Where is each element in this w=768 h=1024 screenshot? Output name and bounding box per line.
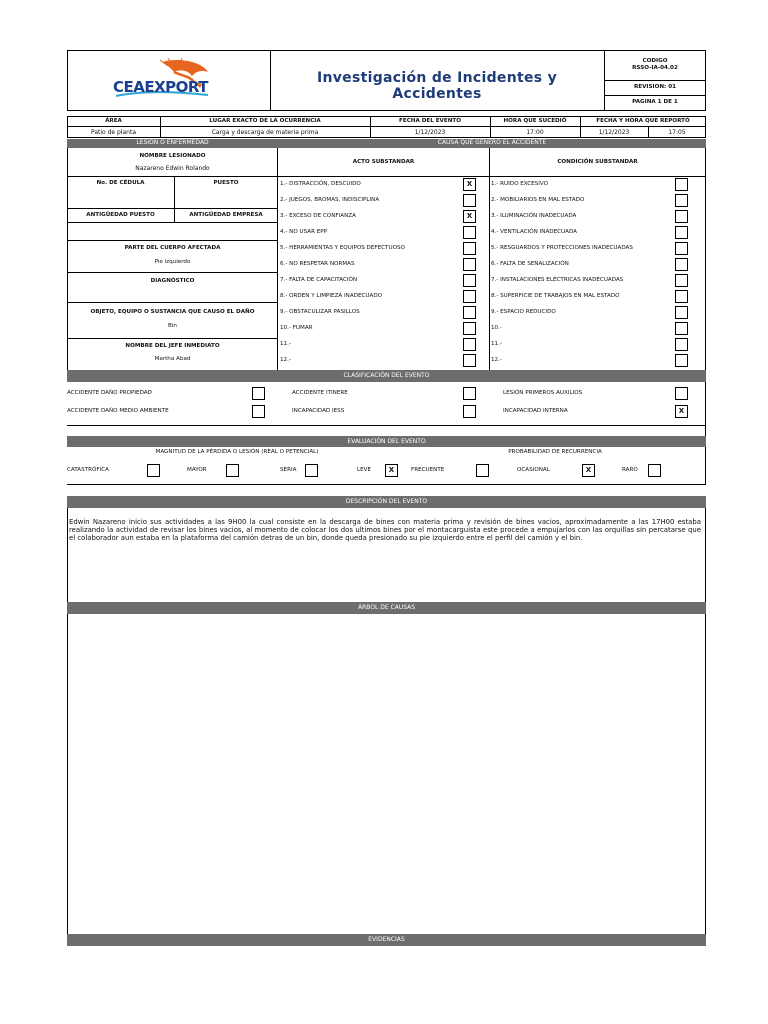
magnitud-checkbox[interactable] xyxy=(226,464,239,477)
condicion-item-label: 2.- MOBILIARIOS EN MAL ESTADO xyxy=(491,197,585,203)
revision-label: REVISION: 01 xyxy=(633,84,677,90)
magnitud-option-label: LEVE xyxy=(357,467,372,473)
clasificacion-checkbox[interactable] xyxy=(675,387,688,400)
acto-item-checkbox[interactable] xyxy=(463,194,476,207)
condicion-item-label: 6.- FALTA DE SEÑALIZACIÓN xyxy=(491,261,569,267)
magnitud-checkbox[interactable]: X xyxy=(385,464,398,477)
reporte-hora: 17:05 xyxy=(668,129,686,136)
reporte-fecha: 1/12/2023 xyxy=(598,129,630,136)
objeto-label: OBJETO, EQUIPO O SUSTANCIA QUE CAUSO EL DAÑO xyxy=(90,309,255,315)
acto-item-checkbox[interactable] xyxy=(463,226,476,239)
clasificacion-label: INCAPACIDAD INTERNA xyxy=(503,408,568,414)
condicion-item-label: 7.- INSTALACIONES ELÉCTRICAS INADECUADAS xyxy=(491,277,624,283)
acto-item-label: 4.- NO USAR EPP xyxy=(280,229,328,235)
lugar-label: LUGAR EXACTO DE LA OCURRENCIA xyxy=(209,118,321,124)
acto-item-label: 10.- FUMAR xyxy=(280,325,313,331)
probabilidad-option-label: OCASIONAL xyxy=(517,467,550,473)
condicion-item-checkbox[interactable] xyxy=(675,242,688,255)
condicion-item-checkbox[interactable] xyxy=(675,354,688,367)
condicion-item-checkbox[interactable] xyxy=(675,258,688,271)
acto-item-checkbox[interactable] xyxy=(463,322,476,335)
acto-item-checkbox[interactable] xyxy=(463,338,476,351)
clasificacion-checkbox[interactable] xyxy=(463,405,476,418)
condicion-item-checkbox[interactable] xyxy=(675,322,688,335)
puesto-label: PUESTO xyxy=(213,180,239,186)
acto-item-label: 2.- JUEGOS, BROMAS, INDISCIPLINA xyxy=(280,197,380,203)
jefe-value: Martha Abad xyxy=(154,356,191,362)
condicion-item-checkbox[interactable] xyxy=(675,306,688,319)
hora-value: 17:00 xyxy=(526,129,544,136)
acto-item-label: 9.- OBSTACULIZAR PASILLOS xyxy=(280,309,360,315)
descripcion-text: Edwin Nazareno inicio sus actividades a las 9H00 la cual consiste en la descarga de bines con materia prima y revisión de bines vacios, aproximadamente a las 17H00 estaba realizando la actividad de revisar los bines vacios, al momento de colocar los dos ultimos bines por el montacarguista este procede a empujarlos con las orquillas sin percatarse que el colaborador aun estaba en la plataforma del camión detras de un bin, donde queda presionado su pie izquierdo entre el perfil del camión y el bin. xyxy=(69,518,701,543)
reporte-label: FECHA Y HORA QUE REPORTÓ xyxy=(596,118,690,124)
condicion-item-checkbox[interactable] xyxy=(675,178,688,191)
cuerpo-afectado-value: Pie izquierdo xyxy=(154,259,191,265)
section-evidencias: EVIDENCIAS xyxy=(67,934,706,946)
area-label: ÁREA xyxy=(105,118,122,124)
clasificacion-label: ACCIDENTE DAÑO MEDIO AMBIENTE xyxy=(67,408,169,414)
probabilidad-option-label: FRECUENTE xyxy=(411,467,445,473)
hora-label: HORA QUE SUCEDIÓ xyxy=(503,118,567,124)
clasificacion-checkbox[interactable] xyxy=(252,405,265,418)
condicion-item-label: 3.- ILUMINACIÓN INADECUADA xyxy=(491,213,577,219)
condicion-item-label: 10.- xyxy=(491,325,502,331)
clasificacion-label: LESIÓN PRIMEROS AUXILIOS xyxy=(503,390,583,396)
condicion-item-label: 4.- VENTILACIÓN INADECUADA xyxy=(491,229,578,235)
acto-item-checkbox[interactable] xyxy=(463,354,476,367)
page-number: PAGINA 1 DE 1 xyxy=(632,99,678,105)
section-descripcion: DESCRIPCIÓN DEL EVENTO xyxy=(67,496,706,508)
condicion-item-checkbox[interactable] xyxy=(675,290,688,303)
magnitud-option-label: SERIA xyxy=(280,467,297,473)
probabilidad-checkbox[interactable] xyxy=(476,464,489,477)
condicion-item-label: 12.- xyxy=(491,357,502,363)
clasificacion-label: ACCIDENTE DAÑO PROPIEDAD xyxy=(67,390,152,396)
condicion-item-label: 8.- SUPERFICIE DE TRABAJOS EN MAL ESTADO xyxy=(491,293,620,299)
document-title: Investigación de Incidentes y Accidentes xyxy=(316,70,557,102)
acto-item-label: 12.- xyxy=(280,357,291,363)
nombre-lesionado-value: Nazareno Edwin Rolando xyxy=(135,165,210,172)
arbol-area xyxy=(67,614,706,934)
condicion-item-checkbox[interactable] xyxy=(675,210,688,223)
section-lesion: LESION O ENFERMEDAD xyxy=(67,139,278,148)
acto-title: ACTO SUBSTANDAR xyxy=(352,159,415,165)
section-evaluacion: EVALUACIÓN DEL EVENTO xyxy=(67,436,706,447)
cuerpo-afectado-label: PARTE DEL CUERPO AFECTADA xyxy=(124,245,221,251)
probabilidad-checkbox[interactable]: X xyxy=(582,464,595,477)
antiguedad-puesto-label: ANTIGÜEDAD PUESTO xyxy=(86,212,155,218)
magnitud-label: MAGNITUD DE LA PÉRDIDA O LESIÓN (REAL O PETENCIAL) xyxy=(155,449,319,455)
area-value: Patio de planta xyxy=(90,129,136,136)
condicion-item-checkbox[interactable] xyxy=(675,226,688,239)
probabilidad-label: PROBABILIDAD DE RECURRENCIA xyxy=(508,449,602,455)
acto-item-label: 5.- HERRAMIENTAS Y EQUIPOS DEFECTUOSO xyxy=(280,245,405,251)
logo-text: CEAEXPORT xyxy=(113,78,209,96)
condicion-item-checkbox[interactable] xyxy=(675,194,688,207)
fecha-label: FECHA DEL EVENTO xyxy=(399,118,461,124)
condicion-item-label: 11.- xyxy=(491,341,502,347)
magnitud-option-label: MAYOR xyxy=(187,467,207,473)
clasificacion-checkbox[interactable] xyxy=(252,387,265,400)
section-arbol: ÁRBOL DE CAUSAS xyxy=(67,602,706,614)
clasificacion-checkbox[interactable] xyxy=(463,387,476,400)
acto-item-label: 6.- NO RESPETAR NORMAS xyxy=(280,261,355,267)
codigo-label: CODIGO xyxy=(642,58,668,64)
condicion-item-checkbox[interactable] xyxy=(675,274,688,287)
company-logo xyxy=(110,58,220,100)
jefe-label: NOMBRE DEL JEFE INMEDIATO xyxy=(125,343,220,349)
acto-item-checkbox[interactable]: X xyxy=(463,178,476,191)
acto-item-checkbox[interactable] xyxy=(463,306,476,319)
section-causa: CAUSA QUE GENERO EL ACCIDENTE xyxy=(278,139,706,148)
acto-item-label: 11.- xyxy=(280,341,291,347)
acto-item-checkbox[interactable] xyxy=(463,290,476,303)
condicion-title: CONDICIÓN SUBSTANDAR xyxy=(557,159,638,165)
nombre-lesionado-label: NOMBRE LESIONADO xyxy=(139,153,206,159)
clasificacion-label: INCAPACIDAD IESS xyxy=(292,408,345,414)
cedula-label: No. DE CÉDULA xyxy=(96,180,145,186)
magnitud-option-label: CATASTRÓFICA xyxy=(67,467,109,473)
condicion-item-checkbox[interactable] xyxy=(675,338,688,351)
condicion-item-label: 1.- RUIDO EXCESIVO xyxy=(491,181,548,187)
acto-item-label: 8.- ORDEN Y LIMPIEZA INADECUADO xyxy=(280,293,383,299)
acto-item-checkbox[interactable]: X xyxy=(463,210,476,223)
antiguedad-empresa-label: ANTIGÜEDAD EMPRESA xyxy=(189,212,263,218)
magnitud-checkbox[interactable] xyxy=(305,464,318,477)
probabilidad-option-label: RARO xyxy=(622,467,638,473)
lugar-value: Carga y descarga de materia prima xyxy=(211,129,319,136)
probabilidad-checkbox[interactable] xyxy=(648,464,661,477)
section-clasificacion: CLASIFICACIÓN DEL EVENTO xyxy=(67,370,706,382)
acto-item-label: 1.- DISTRACCIÓN, DESCUIDO xyxy=(280,181,361,187)
condicion-item-label: 9.- ESPACIO REDUCIDO xyxy=(491,309,556,315)
acto-item-checkbox[interactable] xyxy=(463,274,476,287)
diagnostico-label: DIAGNÓSTICO xyxy=(150,278,195,284)
acto-item-label: 7.- FALTA DE CAPACITACIÓN xyxy=(280,277,358,283)
fecha-value: 1/12/2023 xyxy=(414,129,446,136)
objeto-value: Bin xyxy=(168,323,177,329)
clasificacion-checkbox[interactable]: X xyxy=(675,405,688,418)
codigo-value: RSSO-IA-04.02 xyxy=(632,65,678,71)
acto-item-checkbox[interactable] xyxy=(463,258,476,271)
clasificacion-label: ACCIDENTE ITINERE xyxy=(292,390,348,396)
magnitud-checkbox[interactable] xyxy=(147,464,160,477)
acto-item-checkbox[interactable] xyxy=(463,242,476,255)
condicion-item-label: 5.- RESGUARDOS Y PROTECCIONES INADECUADAS xyxy=(491,245,633,251)
acto-item-label: 3.- EXCESO DE CONFIANZA xyxy=(280,213,356,219)
